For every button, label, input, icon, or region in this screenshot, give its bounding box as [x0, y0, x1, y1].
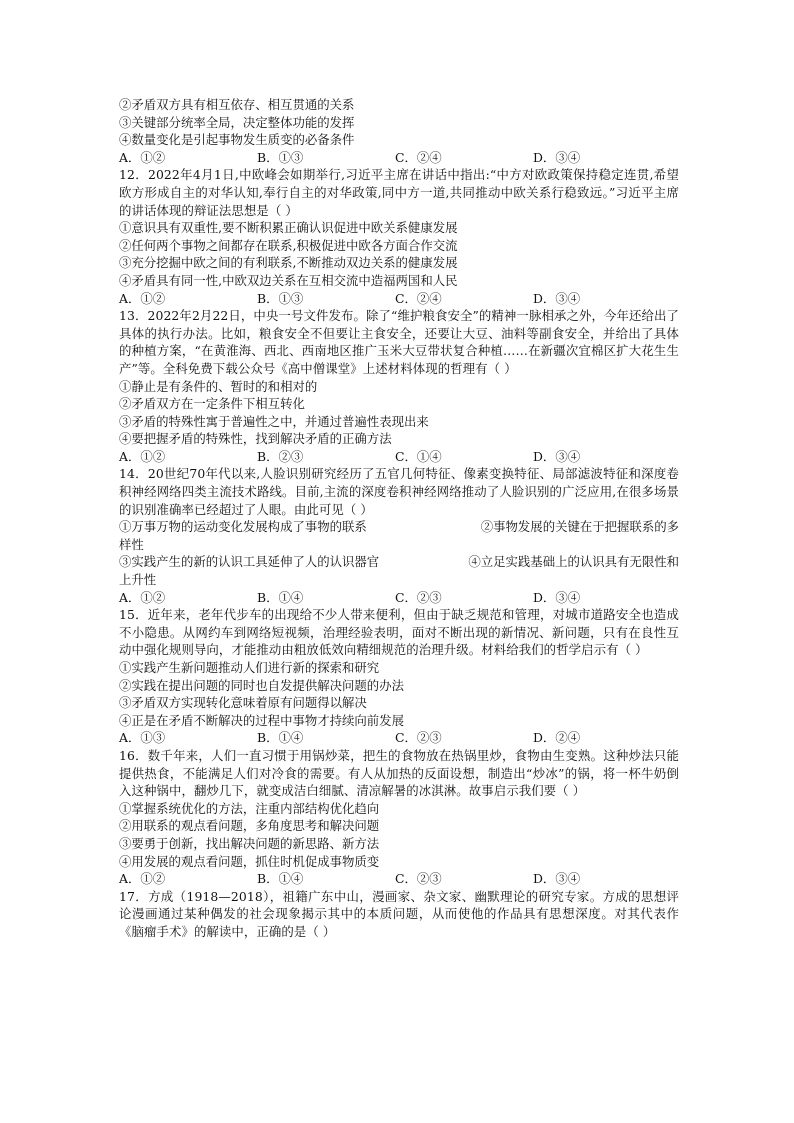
exam-content: [119, 96, 679, 941]
option-d: D．③④: [533, 149, 581, 165]
choice-item: ③要勇于创新，找出解决问题的新思路、新方法: [119, 835, 380, 851]
option-d: D．③④: [533, 871, 581, 887]
option-a: A．①③: [119, 730, 166, 746]
choice-item: ①掌握系统优化的方法，注重内部结构优化趋向: [119, 800, 380, 816]
choice-item: ③矛盾双方实现转化意味着原有问题得以解决: [119, 695, 367, 711]
choice-item: ④要把握矛盾的特殊性，找到解决矛盾的正确方法: [119, 431, 392, 447]
option-b: B．①④: [257, 871, 304, 887]
option-c: C．②④: [395, 290, 442, 306]
answer-options: [119, 149, 679, 167]
answer-options: [119, 870, 679, 888]
choice-item: ②任何两个事物之间都存在联系,积极促进中欧各方面合作交流: [119, 237, 458, 253]
question-12-stem: 12．2022年4月1日,中欧峰会如期举行,习近平主席在讲话中指出:“中方对欧政策保持稳定连贯,希望欧方形成自主的对华认知,奉行自主的对华政策,同中方一道,共同推动中欧关系行稳致远。”习近平主席的讲话体现的辩证法思想是（ ）: [119, 167, 679, 218]
choice-item: ②实践在提出问题的同时也自发提供解决问题的办法: [119, 677, 404, 693]
option-c: C．②③: [395, 730, 442, 746]
question-13-stem: 13．2022年2月22日，中央一号文件发布。除了“维护粮食安全”的精神一脉相承之外，今年还给出了具体的执行办法。比如，粮食安全不但要让主食安全，还要让大豆、油料等副食安全，并给出了具体的种植方案，“在黄淮海、西北、西南地区推广玉米大豆带状复合种植……在新疆次宜棉区扩大花生生产”等。全科免费下载公众号《高中僧课堂》上述材料体现的哲理有（ ）: [119, 308, 679, 376]
choice-item: ④正是在矛盾不断解决的过程中事物才持续向前发展: [119, 712, 404, 728]
choice-item: ③实践产生的新的认识工具延伸了人的认识器官: [119, 554, 380, 570]
choice-item: ③关键部分统率全局，决定整体功能的发挥: [119, 114, 355, 130]
choice-item: ④矛盾具有同一性,中欧双边关系在互相交流中造福两国和人民: [119, 272, 458, 288]
question-14-stem: 14．20世纪70年代以来,人脸识别研究经历了五官几何特征、像素变换特征、局部滤波特征和深度卷积神经网络四类主流技术路线。目前,主流的深度卷积神经网络推动了人脸识别的广泛应用,在很多场景的识别准确率已经超过了人眼。由此可见（ ）: [119, 466, 679, 517]
choice-item: ④立足实践基础上的认识具有无限性和: [468, 554, 679, 570]
option-d: D．③④: [533, 589, 581, 605]
choice-item: ①意识具有双重性,要不断积累正确认识促进中欧关系健康发展: [119, 220, 458, 236]
answer-options: [119, 589, 679, 607]
choice-item: ④用发展的观点看问题，抓住时机促成事物质变: [119, 853, 380, 869]
option-a: A．①②: [119, 290, 166, 306]
question-16-stem: 16．数千年来，人们一直习惯于用锅炒菜，把生的食物放在热锅里炒，食物由生变熟。这种炒法只能提供热食，不能满足人们对冷食的需要。有人从加热的反面设想，制造出“炒冰”的锅，将一杯牛奶倒入这种锅中，翻炒几下，就变成洁白细腻、清凉解暑的冰淇淋。故事启示我们要（ ）: [119, 747, 679, 799]
option-b: B．①④: [257, 730, 304, 746]
option-d: D．③④: [533, 290, 581, 306]
choice-item: ③矛盾的特殊性寓于普遍性之中，并通过普遍性表现出来: [119, 413, 429, 429]
option-a: A．①②: [119, 149, 166, 165]
choice-item: ②矛盾双方具有相互依存、相互贯通的关系: [119, 97, 355, 112]
option-d: D．③④: [533, 448, 581, 464]
choice-item: ①万事万物的运动变化发展构成了事物的联系: [119, 519, 367, 535]
choice-pair: [119, 518, 679, 536]
choice-item: ③充分挖掘中欧之间的有利联系,不断推动双边关系的健康发展: [119, 255, 458, 271]
choice-item: ②用联系的观点看问题，多角度思考和解决问题: [119, 818, 380, 834]
answer-options: [119, 729, 679, 747]
answer-options: [119, 290, 679, 308]
answer-options: [119, 448, 679, 466]
option-b: B．①③: [257, 290, 304, 306]
choice-pair: [119, 553, 679, 571]
choice-item-continuation: 上升性: [119, 572, 157, 588]
choice-item: ①实践产生新问题推动人们进行新的探索和研究: [119, 660, 380, 675]
choice-item: ①静止是有条件的、暂时的和相对的: [119, 378, 318, 394]
option-a: A．①②: [119, 448, 166, 464]
choice-item: ④数量变化是引起事物发生质变的必备条件: [119, 132, 355, 148]
option-d: D．②④: [533, 730, 581, 746]
question-15-stem: 15．近年来，老年代步车的出现给不少人带来便利，但由于缺乏规范和管理，对城市道路安全也造成不小隐患。从网约车到网络短视频，治理经验表明，面对不断出现的新情况、新问题，只有在良性互动中强化规则导向，才能推动由粗放低效向精细规范的治理升级。材料给我们的哲学启示有（ ）: [119, 607, 679, 658]
option-a: A．①②: [119, 871, 166, 887]
option-c: C．②④: [395, 149, 442, 165]
question-17-stem: 17．方成（1918—2018），祖籍广东中山，漫画家、杂文家、幽默理论的研究专家。方成的思想评论漫画通过某种偶发的社会现象揭示其中的本质问题，从而使他的作品具有思想深度。对其代表作《脑瘤手术》的解读中，正确的是（ ）: [119, 888, 679, 939]
option-c: C．②③: [395, 589, 442, 605]
option-c: C．①④: [395, 448, 442, 464]
option-b: B．②③: [257, 448, 304, 464]
option-a: A．①②: [119, 589, 166, 605]
choice-item-continuation: 样性: [119, 536, 144, 552]
option-b: B．①③: [257, 149, 304, 165]
choice-item: ②矛盾双方在一定条件下相互转化: [119, 396, 305, 412]
option-c: C．②③: [395, 871, 442, 887]
choice-item: ②事物发展的关键在于把握联系的多: [480, 519, 679, 535]
option-b: B．①④: [257, 589, 304, 605]
